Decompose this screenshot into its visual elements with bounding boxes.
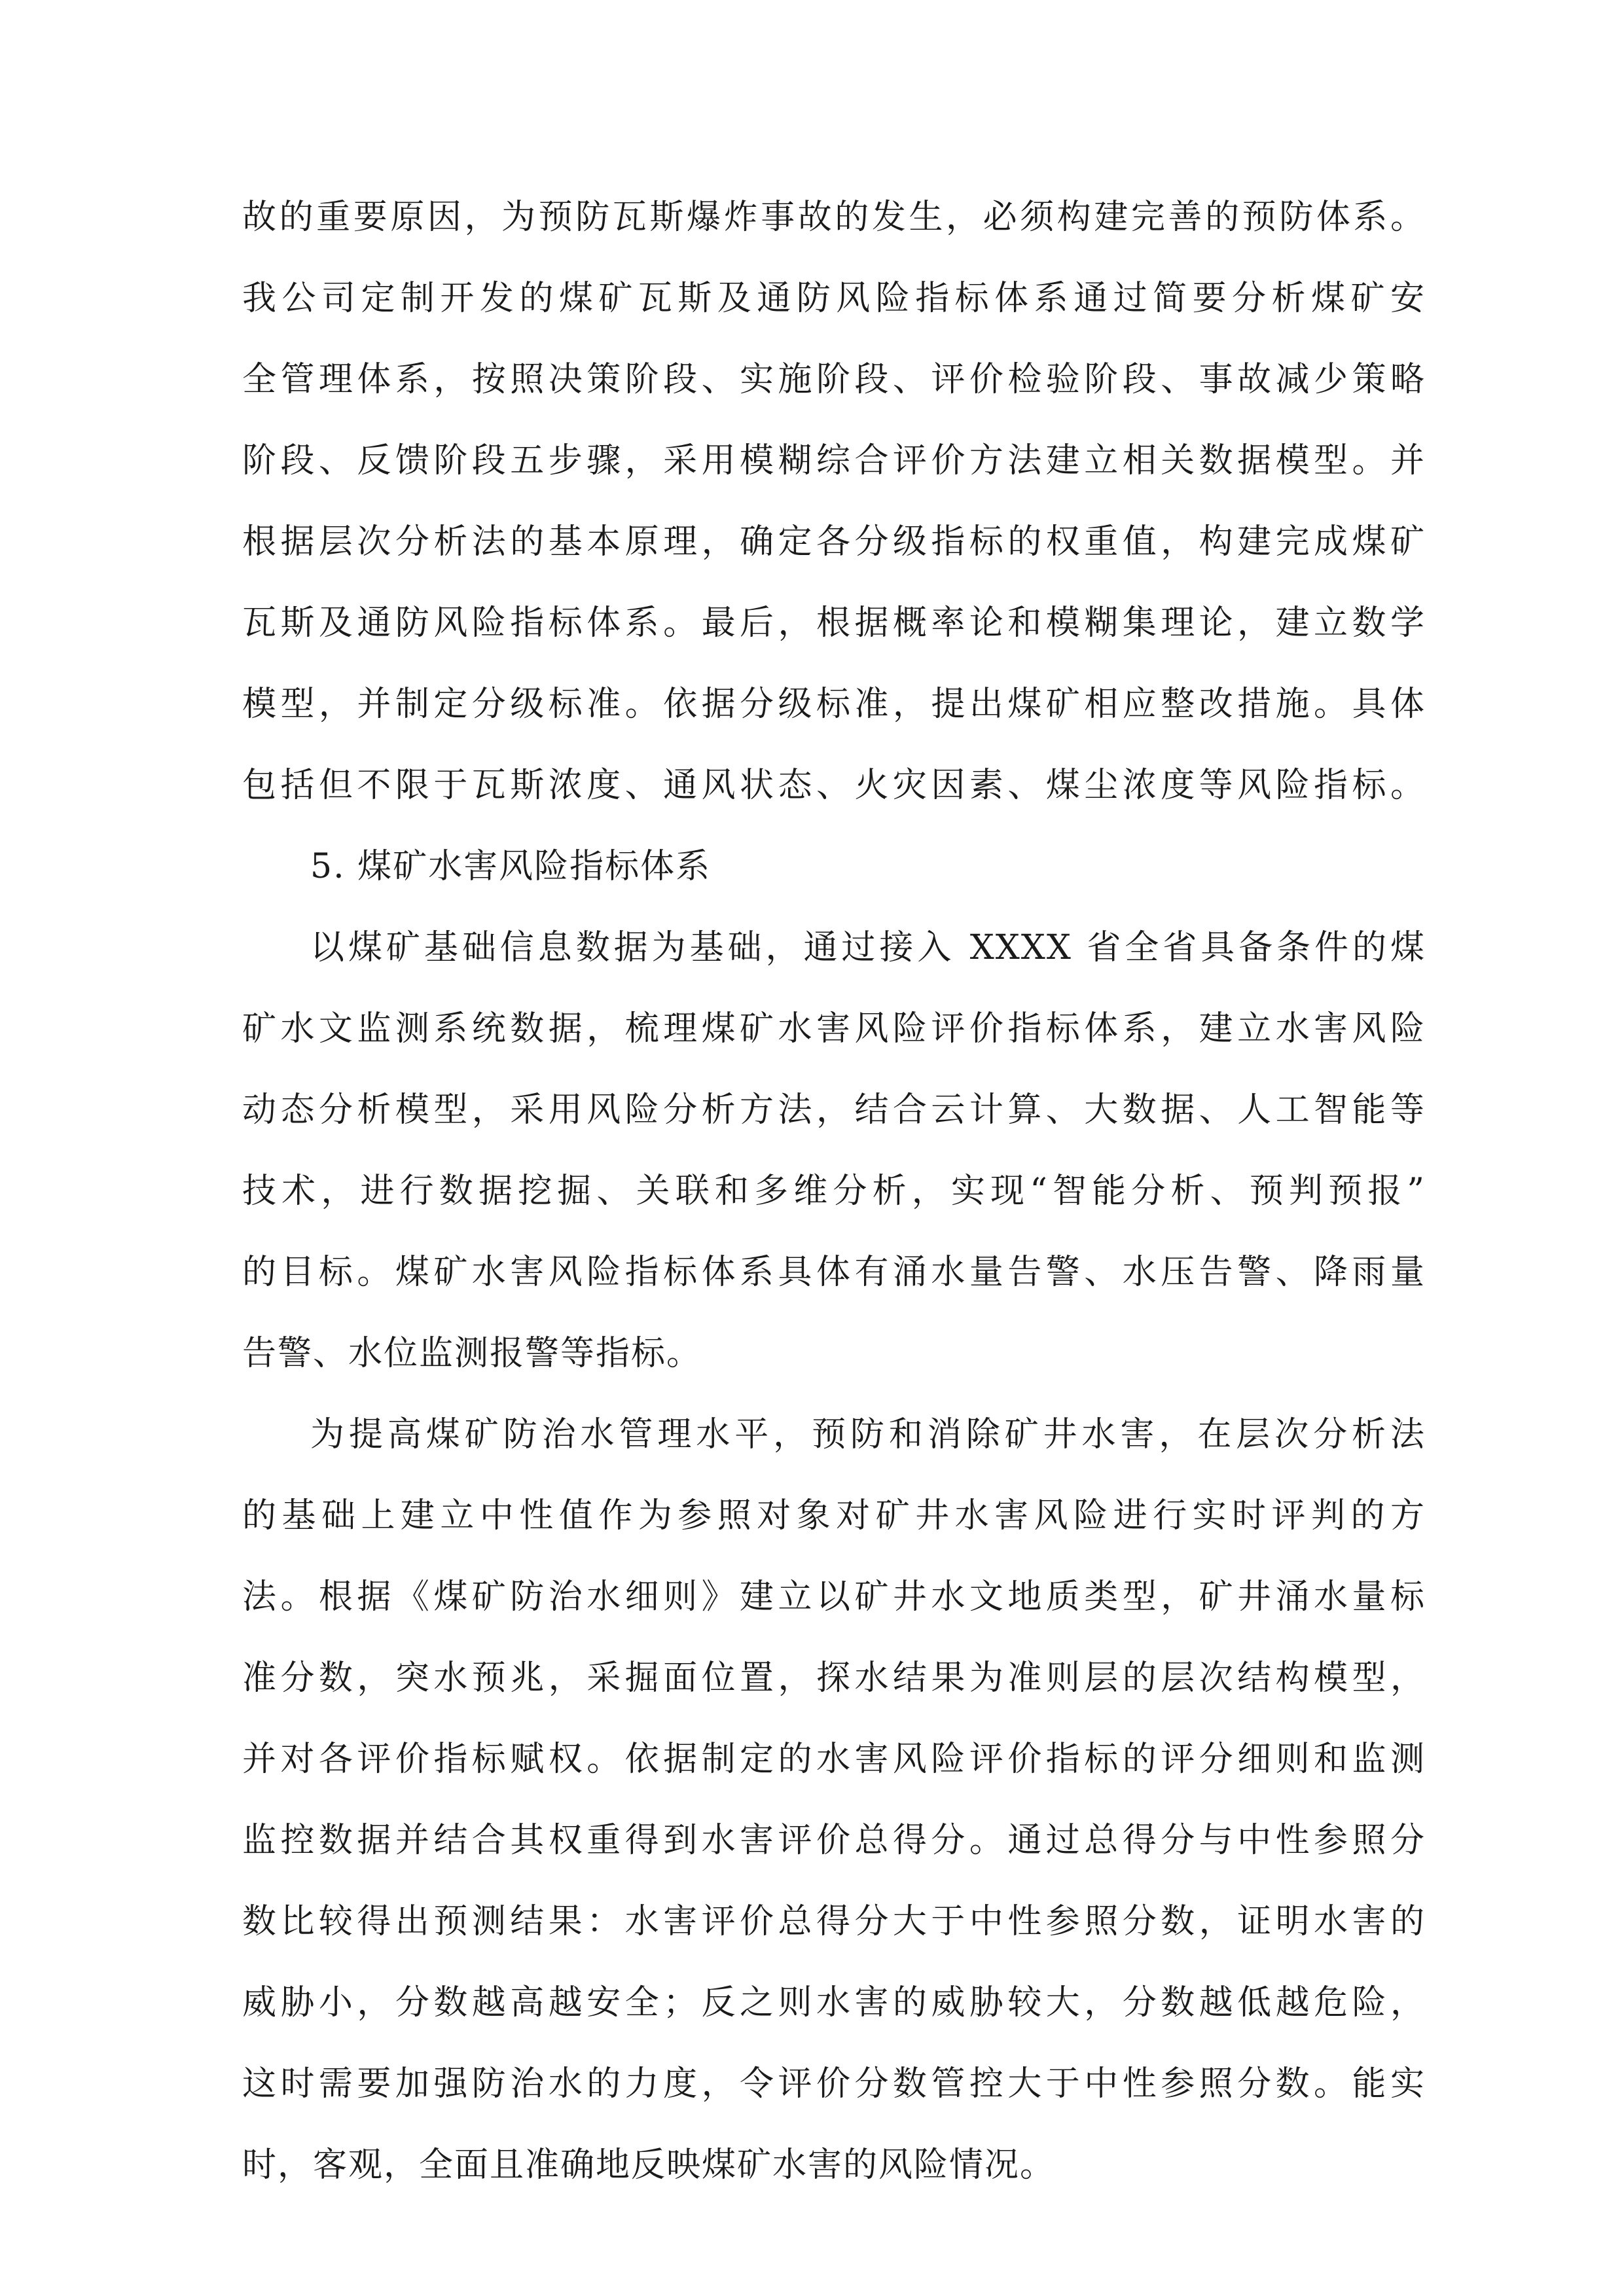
text-line: 并对各评价指标赋权。依据制定的水害风险评价指标的评分细则和监测 — [242, 1740, 1426, 1779]
text-line: 矿水文监测系统数据，梳理煤矿水害风险评价指标体系，建立水害风险 — [242, 1009, 1426, 1049]
text-line: 的目标。煤矿水害风险指标体系具体有涌水量告警、水压告警、降雨量 — [242, 1253, 1426, 1292]
text-line: 以煤矿基础信息数据为基础，通过接入 XXXX 省全省具备条件的煤 — [310, 928, 1426, 967]
text-line: 我公司定制开发的煤矿瓦斯及通防风险指标体系通过简要分析煤矿安 — [242, 279, 1426, 318]
text-line: 模型，并制定分级标准。依据分级标准，提出煤矿相应整改措施。具体 — [242, 685, 1426, 724]
text-line: 包括但不限于瓦斯浓度、通风状态、火灾因素、煤尘浓度等风险指标。 — [242, 766, 1426, 805]
text-line: 根据层次分析法的基本原理，确定各分级指标的权重值，构建完成煤矿 — [242, 522, 1426, 562]
text-line: 为提高煤矿防治水管理水平，预防和消除矿井水害，在层次分析法 — [310, 1415, 1426, 1454]
paragraph-gas-ventilation — [242, 177, 1426, 826]
text-line: 阶段、反馈阶段五步骤，采用模糊综合评价方法建立相关数据模型。并 — [242, 441, 1426, 480]
text-line: 故的重要原因，为预防瓦斯爆炸事故的发生，必须构建完善的预防体系。 — [242, 198, 1426, 237]
text-line: 准分数，突水预兆，采掘面位置，探水结果为准则层的层次结构模型， — [242, 1659, 1426, 1698]
text-line: 数比较得出预测结果：水害评价总得分大于中性参照分数，证明水害的 — [242, 1902, 1426, 1941]
text-line: 时，客观，全面且准确地反映煤矿水害的风险情况。 — [242, 2145, 1056, 2185]
text-line: 的基础上建立中性值作为参照对象对矿井水害风险进行实时评判的方 — [242, 1496, 1426, 1535]
text-line: 全管理体系，按照决策阶段、实施阶段、评价检验阶段、事故减少策略 — [242, 360, 1426, 399]
text-line: 法。根据《煤矿防治水细则》建立以矿井水文地质类型，矿井涌水量标 — [242, 1577, 1426, 1617]
text-line: 瓦斯及通防风险指标体系。最后，根据概率论和模糊集理论，建立数学 — [242, 603, 1426, 643]
text-line: 威胁小，分数越高越安全；反之则水害的威胁较大，分数越低越危险， — [242, 1983, 1426, 2022]
paragraph-water-hazard-method — [242, 1394, 1426, 2206]
text-line: 监控数据并结合其权重得到水害评价总得分。通过总得分与中性参照分 — [242, 1821, 1426, 1860]
section-heading: 5. 煤矿水害风险指标体系 — [310, 847, 712, 886]
text-line: 动态分析模型，采用风险分析方法，结合云计算、大数据、人工智能等 — [242, 1090, 1426, 1130]
text-line: 这时需要加强防治水的力度，令评价分数管控大于中性参照分数。能实 — [242, 2064, 1426, 2104]
body-text — [242, 177, 1426, 2206]
paragraph-water-hazard-intro — [242, 907, 1426, 1394]
text-line: 告警、水位监测报警等指标。 — [242, 1334, 702, 1373]
text-line: 技术，进行数据挖掘、关联和多维分析，实现“智能分析、预判预报” — [242, 1172, 1426, 1211]
